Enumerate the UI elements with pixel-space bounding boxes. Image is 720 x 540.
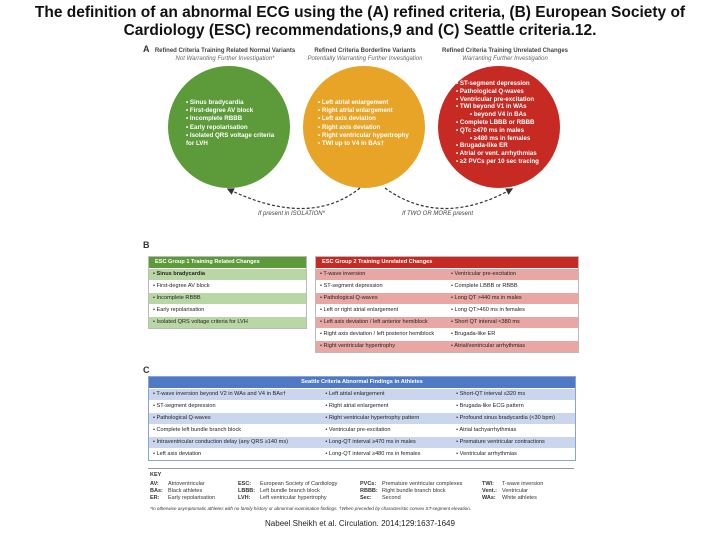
- list-item: • Incomplete RBBB: [186, 115, 278, 123]
- list-item: • Right atrial enlargement: [318, 107, 418, 115]
- panel-c-label: C: [143, 365, 150, 375]
- table-row: [149, 448, 575, 460]
- list-item: • Sinus bradycardia: [186, 99, 278, 107]
- table-cell: • Complete left bundle branch block: [149, 425, 321, 436]
- col3-subheading-text: Warranting Further Investigation: [462, 56, 548, 62]
- key-abbr: PVCs:: [360, 481, 377, 487]
- table-row: [149, 436, 575, 448]
- col1-subheading-text: Not Warranting Further Investigation*: [175, 56, 275, 62]
- table-cell: • Right axis deviation / left posterior hemiblock: [316, 329, 447, 340]
- key-abbr: LVH:: [238, 495, 251, 501]
- list-item: • Right axis deviation: [318, 124, 418, 132]
- key-abbr: RBBB:: [360, 488, 378, 494]
- esc-group2-header: ESC Group 2 Training Unrelated Changes: [316, 257, 578, 268]
- list-item: • Ventricular pre-excitation: [456, 96, 554, 104]
- table-cell: • Left axis deviation: [149, 449, 321, 460]
- key-row: [150, 495, 574, 502]
- table-cell: • Long QT >440 ms in males: [447, 293, 578, 304]
- table-cell: • Atrial tachyarrhythmias: [452, 425, 575, 436]
- table-row: [149, 412, 575, 424]
- table-row: [316, 292, 578, 304]
- list-item: • QTc ≥470 ms in males: [456, 127, 554, 135]
- key-abbr: LBBB:: [238, 488, 256, 494]
- list-item: • beyond V4 in BAs: [456, 111, 554, 119]
- key-desc: Second: [382, 495, 401, 501]
- key-divider: [148, 468, 574, 469]
- table-cell: • Intraventricular conduction delay (any QRS ≥140 ms): [149, 437, 321, 448]
- list-item: • TWI up to V4 in BAs†: [318, 140, 418, 148]
- table-cell: • Left axis deviation / left anterior hemiblock: [316, 317, 447, 328]
- table-cell: • Long QT>460 ms in females: [447, 305, 578, 316]
- list-item: • Left axis deviation: [318, 115, 418, 123]
- key-desc: Left bundle branch block: [260, 488, 320, 494]
- table-cell: • Ventricular arrhythmias: [452, 449, 575, 460]
- esc-group2-table: [315, 256, 579, 353]
- isolation-arrow: [230, 188, 360, 209]
- table-cell: • Short-QT interval ≤320 ms: [452, 389, 575, 400]
- table-row: • Early repolarisation: [149, 304, 306, 316]
- table-row: [149, 424, 575, 436]
- list-item: • ≥2 PVCs per 10 sec tracing: [456, 158, 554, 166]
- list-item: • First-degree AV block: [186, 107, 278, 115]
- key-row: [150, 481, 574, 488]
- list-item: • TWI beyond V1 in WAs: [456, 103, 554, 111]
- key-abbr: BAs:: [150, 488, 163, 494]
- list-item: • ≥480 ms in females: [456, 135, 554, 143]
- table-cell: • Long-QT interval ≥470 ms in males: [321, 437, 452, 448]
- col2-heading-text: Refined Criteria Borderline Variants: [314, 48, 416, 54]
- table-cell: • T-wave inversion beyond V2 in WAs and V4 in BAs†: [149, 389, 321, 400]
- table-cell: • Pathological Q-waves: [316, 293, 447, 304]
- table-cell: • Right ventricular hypertrophy: [316, 341, 447, 352]
- key-abbr: Sec:: [360, 495, 372, 501]
- list-item: • Brugada-like ER: [456, 142, 554, 150]
- list-item: • Right ventricular hypertrophy: [318, 132, 418, 140]
- table-cell: • T-wave inversion: [316, 269, 447, 280]
- list-item: • ST-segment depression: [456, 80, 554, 88]
- two-or-more-label: If TWO OR MORE present: [402, 211, 474, 217]
- reclassification-arrows: [150, 180, 590, 230]
- key-abbr: TWI:: [482, 481, 494, 487]
- table-cell: • Long-QT interval ≥480 ms in females: [321, 449, 452, 460]
- table-row: [316, 280, 578, 292]
- borderline-variants-list: [318, 99, 418, 148]
- panel-a-col2-heading: [290, 47, 440, 63]
- key-title: KEY: [150, 472, 162, 478]
- key-desc: Early repolarisation: [168, 495, 216, 501]
- esc-group1-header: ESC Group 1 Training Related Changes: [149, 257, 306, 268]
- list-item: • Early repolarisation: [186, 124, 278, 132]
- table-row: [149, 388, 575, 400]
- key-abbr: ESC:: [238, 481, 252, 487]
- panel-b-label: B: [143, 240, 150, 250]
- table-row: [316, 316, 578, 328]
- two-or-more-arrow: [385, 188, 510, 209]
- list-item: • Atrial or vent. arrhythmias: [456, 150, 554, 158]
- key-footnote: *In otherwise asymptomatic athletes with no family history or abnormal examination findings. †When preceded by characteristic convex ST-segment elevation.: [150, 506, 472, 511]
- table-cell: • Ventricular pre-excitation: [447, 269, 578, 280]
- list-item: • Isolated QRS voltage criteria for LVH: [186, 132, 278, 148]
- citation-credit: Nabeel Sheikh et al. Circulation. 2014;129:1637-1649: [265, 519, 455, 528]
- table-cell: • ST-segment depression: [316, 281, 447, 292]
- key-desc: European Society of Cardiology: [260, 481, 338, 487]
- table-cell: • Short QT interval <380 ms: [447, 317, 578, 328]
- list-item: • Complete LBBB or RBBB: [456, 119, 554, 127]
- table-row: [149, 400, 575, 412]
- col2-subheading-text: Potentially Warranting Further Investigation: [307, 56, 423, 62]
- key-desc: Black athletes: [168, 488, 203, 494]
- panel-a-label: A: [143, 44, 150, 54]
- table-row: • Incomplete RBBB: [149, 292, 306, 304]
- normal-variants-circle: [168, 66, 290, 188]
- table-row: [316, 268, 578, 280]
- unrelated-changes-circle: [438, 66, 560, 188]
- list-item: • Pathological Q-waves: [456, 88, 554, 96]
- key-abbr: Vent.:: [482, 488, 497, 494]
- key-desc: White athletes: [502, 495, 537, 501]
- col1-heading-text: Refined Criteria Training Related Normal Variants: [154, 48, 296, 54]
- list-item: • Left atrial enlargement: [318, 99, 418, 107]
- key-entries: [150, 481, 574, 502]
- seattle-header: Seattle Criteria Abnormal Findings in Athletes: [149, 377, 575, 388]
- table-cell: • Left or right atrial enlargement: [316, 305, 447, 316]
- key-abbr: WAs:: [482, 495, 496, 501]
- panel-a-col1-heading: [150, 47, 300, 63]
- key-desc: T-wave inversion: [502, 481, 544, 487]
- borderline-variants-circle: [303, 66, 425, 188]
- table-cell: • Complete LBBB or RBBB: [447, 281, 578, 292]
- key-abbr: AV:: [150, 481, 159, 487]
- table-cell: • Brugada-like ER: [447, 329, 578, 340]
- key-desc: Ventricular: [502, 488, 528, 494]
- table-row: [316, 328, 578, 340]
- table-cell: • Premature ventricular contractions: [452, 437, 575, 448]
- key-desc: Premature ventricular complexes: [382, 481, 463, 487]
- key-abbr: ER:: [150, 495, 160, 501]
- table-row: • Sinus bradycardia: [149, 268, 306, 280]
- isolation-label: If present in ISOLATION*: [258, 211, 325, 217]
- table-cell: • Left atrial enlargement: [321, 389, 452, 400]
- table-cell: • Profound sinus bradycardia (<30 bpm): [452, 413, 575, 424]
- table-row: [316, 304, 578, 316]
- key-desc: Atrioventricular: [168, 481, 205, 487]
- esc-group1-table: [148, 256, 307, 329]
- table-cell: • Ventricular pre-excitation: [321, 425, 452, 436]
- table-cell: • Pathological Q-waves: [149, 413, 321, 424]
- unrelated-changes-list: [456, 80, 554, 166]
- table-row: • Isolated QRS voltage criteria for LVH: [149, 316, 306, 328]
- key-desc: Left ventricular hypertrophy: [260, 495, 327, 501]
- table-row: [316, 340, 578, 352]
- table-cell: • Brugada-like ECG pattern: [452, 401, 575, 412]
- panel-a-col3-heading: [430, 47, 580, 63]
- table-row: • First-degree AV block: [149, 280, 306, 292]
- key-desc: Right bundle branch block: [382, 488, 446, 494]
- normal-variants-list: [186, 99, 278, 148]
- table-cell: • ST-segment depression: [149, 401, 321, 412]
- seattle-criteria-table: [148, 376, 576, 461]
- table-cell: • Right ventricular hypertrophy pattern: [321, 413, 452, 424]
- table-cell: • Atrial/ventricular arrhythmias: [447, 341, 578, 352]
- key-row: [150, 488, 574, 495]
- figure-title: The definition of an abnormal ECG using the (A) refined criteria, (B) European Society of Cardiology (ESC) recommendations,9 and (C) Seattle criteria.12.: [34, 4, 686, 39]
- col3-heading-text: Refined Criteria Training Unrelated Changes: [441, 48, 569, 54]
- table-cell: • Right atrial enlargement: [321, 401, 452, 412]
